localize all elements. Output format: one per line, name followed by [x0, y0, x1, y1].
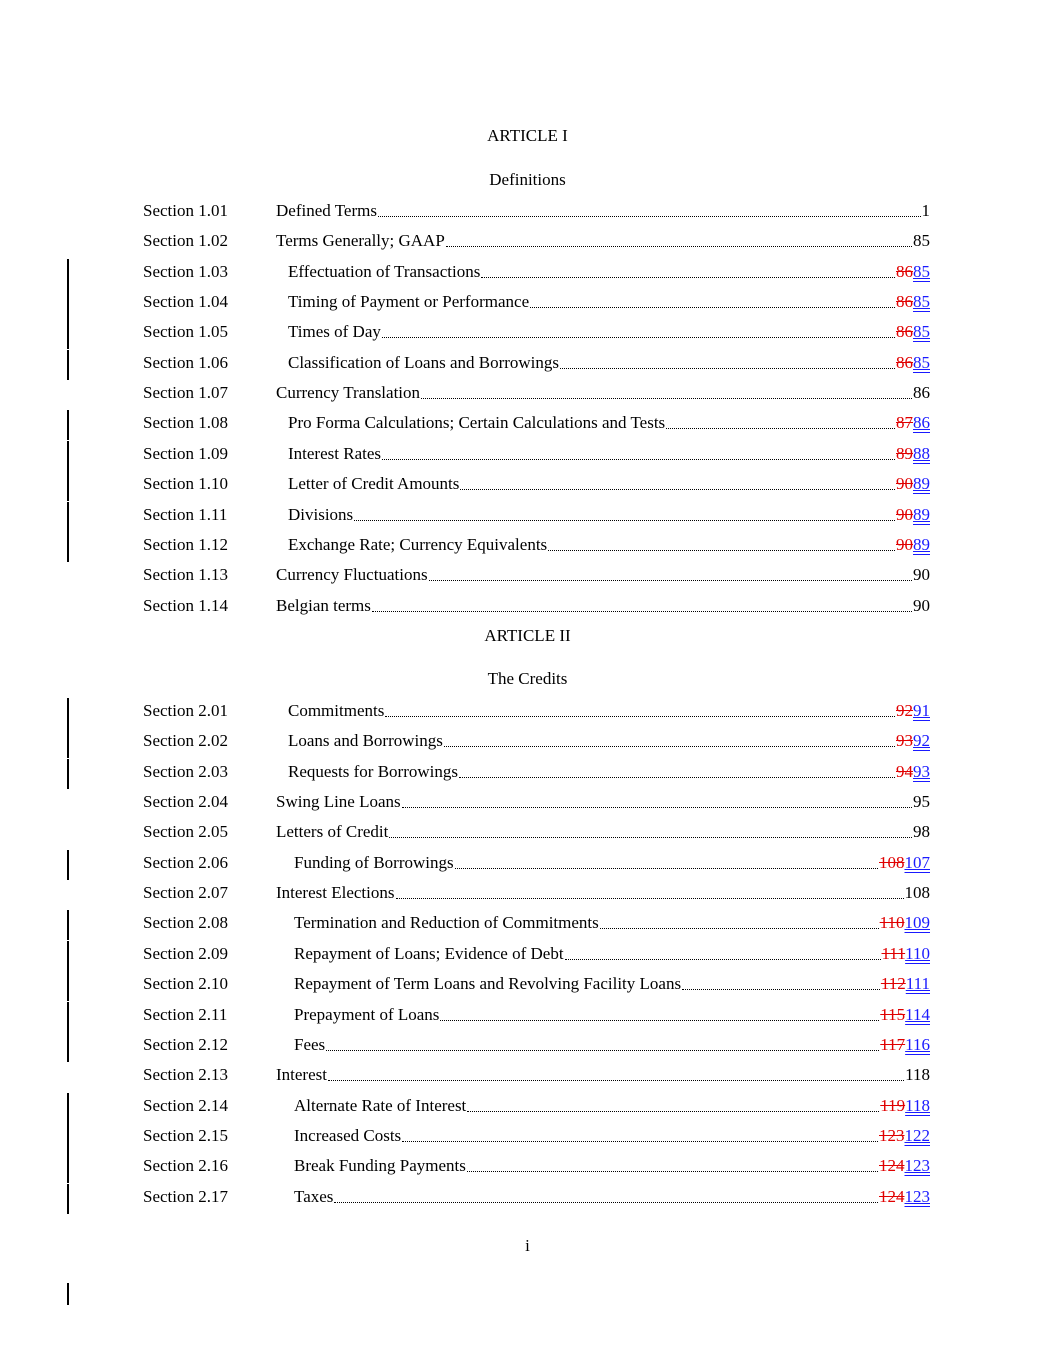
change-bar	[67, 1153, 69, 1183]
change-bar	[67, 941, 69, 971]
toc-entry[interactable]	[276, 596, 930, 616]
toc-entry[interactable]	[288, 731, 930, 751]
inserted-page-number[interactable]: 114	[905, 1005, 930, 1024]
toc-row	[0, 292, 1055, 316]
deleted-page-number: 93	[896, 731, 913, 750]
dot-leader	[560, 368, 895, 369]
change-bar	[67, 1093, 69, 1123]
inserted-page-number[interactable]: 91	[913, 701, 930, 720]
page-ref	[880, 1096, 930, 1116]
change-bar	[67, 350, 69, 380]
inserted-page-number[interactable]: 109	[904, 913, 930, 932]
change-bar	[67, 289, 69, 319]
page-number: 108	[904, 883, 930, 902]
page-ref	[896, 444, 930, 464]
change-bar	[67, 1032, 69, 1062]
change-bar	[67, 1123, 69, 1153]
section-title: Exchange Rate; Currency Equivalents	[288, 535, 548, 554]
section-title: Alternate Rate of Interest	[294, 1096, 467, 1115]
toc-row	[0, 731, 1055, 755]
dot-leader	[548, 550, 895, 551]
inserted-page-number[interactable]: 85	[913, 322, 930, 341]
section-number: Section 2.14	[143, 1096, 228, 1115]
inserted-page-number[interactable]: 123	[904, 1156, 930, 1175]
inserted-page-number[interactable]: 85	[913, 353, 930, 372]
dot-leader	[460, 489, 895, 490]
dot-leader	[467, 1111, 879, 1112]
toc-row	[0, 1156, 1055, 1180]
deleted-page-number: 89	[896, 444, 913, 463]
inserted-page-number[interactable]: 111	[905, 974, 930, 993]
page-ref	[922, 201, 931, 221]
change-bar	[67, 728, 69, 758]
change-bar	[67, 698, 69, 728]
section-title: Termination and Reduction of Commitments	[294, 913, 599, 932]
dot-leader	[389, 837, 912, 838]
toc-entry[interactable]	[294, 853, 930, 873]
change-bar	[67, 259, 69, 289]
section-title: Increased Costs	[294, 1126, 402, 1145]
change-bar	[67, 971, 69, 1001]
toc-row	[0, 944, 1055, 968]
toc-entry[interactable]	[294, 1187, 930, 1207]
inserted-page-number[interactable]: 88	[913, 444, 930, 463]
section-number: Section 1.08	[143, 413, 228, 432]
section-number: Section 1.01	[143, 201, 228, 220]
inserted-page-number[interactable]: 89	[913, 474, 930, 493]
change-bar	[67, 850, 69, 880]
deleted-page-number: 115	[880, 1005, 906, 1024]
section-number: Section 2.01	[143, 701, 228, 720]
inserted-page-number[interactable]: 110	[905, 944, 930, 963]
section-title: Letter of Credit Amounts	[288, 474, 460, 493]
page-ref	[896, 505, 930, 525]
toc-entry[interactable]	[294, 974, 930, 994]
toc-row	[0, 353, 1055, 377]
page-ref	[913, 792, 930, 812]
section-number: Section 2.09	[143, 944, 228, 963]
change-bar	[67, 410, 69, 440]
toc-entry[interactable]	[288, 505, 930, 525]
toc-row	[0, 201, 1055, 225]
toc-entry[interactable]	[294, 1126, 930, 1146]
dot-leader	[455, 868, 878, 869]
page-ref	[896, 353, 930, 373]
change-bar	[67, 759, 69, 789]
toc-row	[0, 383, 1055, 407]
deleted-page-number: 90	[896, 535, 913, 554]
section-title: Prepayment of Loans	[294, 1005, 440, 1024]
toc-row	[0, 322, 1055, 346]
section-number: Section 1.04	[143, 292, 228, 311]
page-ref	[913, 565, 930, 585]
dot-leader	[440, 1020, 879, 1021]
toc-entry[interactable]	[294, 1035, 930, 1055]
deleted-page-number: 86	[896, 353, 913, 372]
toc-row	[0, 1035, 1055, 1059]
page-ref	[896, 413, 930, 433]
page-ref	[905, 1065, 930, 1085]
section-title: Terms Generally; GAAP	[276, 231, 445, 250]
inserted-page-number[interactable]: 116	[905, 1035, 930, 1054]
section-number: Section 2.10	[143, 974, 228, 993]
toc-entry[interactable]	[294, 1096, 930, 1116]
toc-row	[0, 596, 1055, 620]
section-number: Section 2.04	[143, 792, 228, 811]
deleted-page-number: 119	[880, 1096, 906, 1115]
page-ref	[881, 974, 930, 994]
section-title: Letters of Credit	[276, 822, 389, 841]
toc-entry[interactable]	[288, 444, 930, 464]
section-number: Section 2.05	[143, 822, 228, 841]
dot-leader	[326, 1050, 879, 1051]
inserted-page-number[interactable]: 123	[904, 1187, 930, 1206]
toc-row	[0, 1065, 1055, 1089]
dot-leader	[429, 580, 912, 581]
inserted-page-number[interactable]: 86	[913, 413, 930, 432]
page-ref	[880, 1005, 930, 1025]
section-number: Section 1.10	[143, 474, 228, 493]
section-number: Section 1.12	[143, 535, 228, 554]
toc-row	[0, 231, 1055, 255]
toc-row	[0, 913, 1055, 937]
toc-entry[interactable]	[288, 322, 930, 342]
page-ref	[913, 231, 930, 251]
page-ref	[896, 322, 930, 342]
page-number: 98	[913, 822, 930, 841]
page-ref	[880, 1035, 930, 1055]
section-title: Interest Rates	[288, 444, 381, 463]
inserted-page-number[interactable]: 107	[904, 853, 930, 872]
toc-row	[0, 762, 1055, 786]
deleted-page-number: 124	[879, 1187, 905, 1206]
dot-leader	[354, 520, 895, 521]
change-bar	[67, 502, 69, 532]
inserted-page-number[interactable]: 85	[913, 262, 930, 281]
page-ref	[879, 853, 930, 873]
deleted-page-number: 123	[879, 1126, 905, 1145]
inserted-page-number[interactable]: 89	[913, 505, 930, 524]
deleted-page-number: 111	[881, 944, 906, 963]
section-title: Loans and Borrowings	[288, 731, 443, 750]
section-number: Section 2.16	[143, 1156, 228, 1175]
toc-row	[0, 822, 1055, 846]
page-ref	[896, 535, 930, 555]
page-ref	[896, 262, 930, 282]
toc-entry[interactable]	[294, 1156, 930, 1176]
section-title: Effectuation of Transactions	[288, 262, 481, 281]
toc-entry[interactable]	[288, 474, 930, 494]
toc-row	[0, 1005, 1055, 1029]
dot-leader	[334, 1202, 878, 1203]
page-ref	[896, 762, 930, 782]
page-number: 1	[921, 201, 930, 220]
page-ref	[913, 383, 930, 403]
page-ref	[896, 731, 930, 751]
section-title: Commitments	[288, 701, 385, 720]
toc-row	[0, 1096, 1055, 1120]
dot-leader	[402, 807, 912, 808]
section-number: Section 2.12	[143, 1035, 228, 1054]
toc-row	[0, 853, 1055, 877]
section-title: Repayment of Loans; Evidence of Debt	[294, 944, 564, 963]
toc-row	[0, 565, 1055, 589]
toc-entry[interactable]	[276, 565, 930, 585]
dot-leader	[565, 959, 881, 960]
page-ref	[905, 883, 931, 903]
dot-leader	[446, 246, 912, 247]
change-bar	[67, 471, 69, 501]
dot-leader	[421, 398, 912, 399]
toc-row	[0, 535, 1055, 559]
page-ref	[879, 1187, 930, 1207]
toc-entry[interactable]	[276, 201, 930, 221]
toc-entry[interactable]	[288, 353, 930, 373]
deleted-page-number: 110	[879, 913, 905, 932]
dot-leader	[682, 989, 880, 990]
section-title: Belgian terms	[276, 596, 371, 615]
toc-entry[interactable]	[276, 822, 930, 842]
change-bar	[67, 319, 69, 349]
inserted-page-number[interactable]: 92	[913, 731, 930, 750]
section-title: Interest Elections	[276, 883, 395, 902]
section-number: Section 1.03	[143, 262, 228, 281]
article-1-subheading: Definitions	[489, 170, 566, 189]
dot-leader	[600, 928, 879, 929]
toc-entry[interactable]	[294, 1005, 930, 1025]
section-title: Currency Translation	[276, 383, 421, 402]
dot-leader	[396, 898, 904, 899]
inserted-page-number[interactable]: 89	[913, 535, 930, 554]
page-ref	[896, 474, 930, 494]
toc-entry[interactable]	[276, 883, 930, 903]
page-ref	[913, 596, 930, 616]
inserted-page-number[interactable]: 122	[904, 1126, 930, 1145]
section-title: Funding of Borrowings	[294, 853, 454, 872]
deleted-page-number: 94	[896, 762, 913, 781]
section-title: Repayment of Term Loans and Revolving Facility Loans	[294, 974, 682, 993]
deleted-page-number: 87	[896, 413, 913, 432]
section-number: Section 1.07	[143, 383, 228, 402]
toc-entry[interactable]	[288, 535, 930, 555]
section-number: Section 1.06	[143, 353, 228, 372]
inserted-page-number[interactable]: 118	[905, 1096, 930, 1115]
section-number: Section 2.08	[143, 913, 228, 932]
change-bar	[67, 1184, 69, 1214]
section-title: Requests for Borrowings	[288, 762, 458, 781]
toc-entry[interactable]	[288, 701, 930, 721]
section-number: Section 2.03	[143, 762, 228, 781]
section-number: Section 1.14	[143, 596, 228, 615]
page-ref	[913, 822, 930, 842]
dot-leader	[328, 1080, 904, 1081]
toc-row	[0, 883, 1055, 907]
dot-leader	[666, 428, 895, 429]
section-title: Taxes	[294, 1187, 334, 1206]
toc-entry[interactable]	[276, 1065, 930, 1085]
page-ref	[896, 701, 930, 721]
change-bar	[67, 532, 69, 562]
section-number: Section 2.15	[143, 1126, 228, 1145]
dot-leader	[382, 337, 895, 338]
section-title: Pro Forma Calculations; Certain Calculations and Tests	[288, 413, 666, 432]
page-number: 90	[913, 596, 930, 615]
toc-row	[0, 701, 1055, 725]
deleted-page-number: 86	[896, 322, 913, 341]
page-number: 118	[905, 1065, 930, 1084]
dot-leader	[402, 1141, 878, 1142]
section-number: Section 1.13	[143, 565, 228, 584]
toc-entry[interactable]	[276, 383, 930, 403]
section-title: Timing of Payment or Performance	[288, 292, 530, 311]
section-number: Section 2.11	[143, 1005, 228, 1024]
page-number: 95	[913, 792, 930, 811]
toc-entry[interactable]	[294, 944, 930, 964]
page-ref	[880, 913, 930, 933]
section-number: Section 2.17	[143, 1187, 228, 1206]
section-title: Interest	[276, 1065, 327, 1084]
deleted-page-number: 124	[879, 1156, 905, 1175]
dot-leader	[382, 459, 895, 460]
change-bar	[67, 1283, 69, 1305]
toc-row	[0, 505, 1055, 529]
section-title: Currency Fluctuations	[276, 565, 428, 584]
page-ref	[879, 1126, 930, 1146]
inserted-page-number[interactable]: 85	[913, 292, 930, 311]
toc-row	[0, 262, 1055, 286]
toc-row	[0, 474, 1055, 498]
section-number: Section 1.09	[143, 444, 228, 463]
section-number: Section 2.06	[143, 853, 228, 872]
toc-entry[interactable]	[288, 413, 930, 433]
toc-row	[0, 974, 1055, 998]
article-2-heading: ARTICLE II	[484, 626, 571, 645]
deleted-page-number: 92	[896, 701, 913, 720]
toc-entry[interactable]	[288, 262, 930, 282]
change-bar	[67, 441, 69, 471]
section-title: Defined Terms	[276, 201, 377, 220]
page-ref	[882, 944, 930, 964]
section-title: Classification of Loans and Borrowings	[288, 353, 560, 372]
deleted-page-number: 112	[880, 974, 906, 993]
article-2-subheading: The Credits	[487, 669, 568, 688]
section-title: Break Funding Payments	[294, 1156, 466, 1175]
deleted-page-number: 108	[879, 853, 905, 872]
dot-leader	[467, 1171, 878, 1172]
dot-leader	[372, 611, 912, 612]
page-number: 86	[913, 383, 930, 402]
page-number: 90	[913, 565, 930, 584]
dot-leader	[459, 777, 895, 778]
toc-row	[0, 1126, 1055, 1150]
section-number: Section 2.13	[143, 1065, 228, 1084]
page-ref	[896, 292, 930, 312]
section-number: Section 1.11	[143, 505, 228, 524]
page-ref	[879, 1156, 930, 1176]
inserted-page-number[interactable]: 93	[913, 762, 930, 781]
deleted-page-number: 86	[896, 292, 913, 311]
toc-row	[0, 792, 1055, 816]
toc-entry[interactable]	[294, 913, 930, 933]
toc-row	[0, 413, 1055, 437]
toc-entry[interactable]	[276, 792, 930, 812]
toc-entry[interactable]	[276, 231, 930, 251]
deleted-page-number: 90	[896, 505, 913, 524]
page-number: 85	[913, 231, 930, 250]
section-number: Section 1.02	[143, 231, 228, 250]
section-title: Swing Line Loans	[276, 792, 401, 811]
dot-leader	[444, 746, 895, 747]
deleted-page-number: 117	[880, 1035, 906, 1054]
section-title: Fees	[294, 1035, 326, 1054]
toc-row	[0, 1187, 1055, 1211]
dot-leader	[530, 307, 895, 308]
section-number: Section 2.07	[143, 883, 228, 902]
section-title: Times of Day	[288, 322, 381, 341]
section-number: Section 2.02	[143, 731, 228, 750]
change-bar	[67, 910, 69, 940]
deleted-page-number: 86	[896, 262, 913, 281]
toc-row	[0, 444, 1055, 468]
toc-entry[interactable]	[288, 292, 930, 312]
dot-leader	[385, 716, 895, 717]
section-number: Section 1.05	[143, 322, 228, 341]
article-1-heading: ARTICLE I	[487, 126, 568, 145]
toc-entry[interactable]	[288, 762, 930, 782]
page-number: i	[525, 1236, 530, 1255]
dot-leader	[378, 216, 921, 217]
dot-leader	[481, 277, 895, 278]
section-title: Divisions	[288, 505, 354, 524]
deleted-page-number: 90	[896, 474, 913, 493]
change-bar	[67, 1002, 69, 1032]
